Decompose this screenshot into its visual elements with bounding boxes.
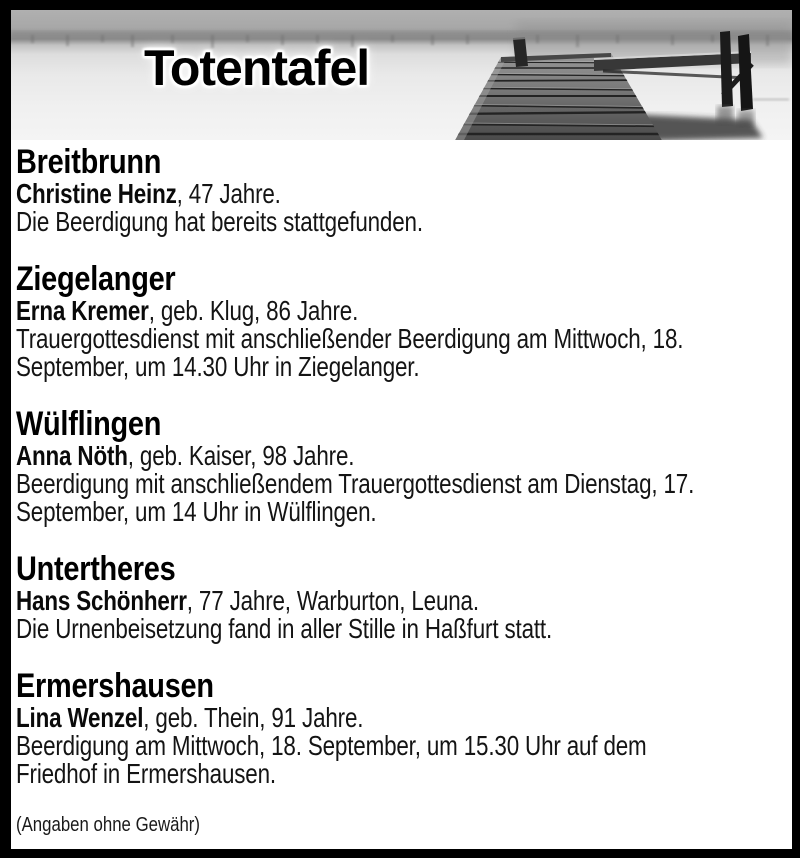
notice-line: Beerdigung am Mittwoch, 18. September, um 15.30 Uhr auf dem	[16, 730, 647, 761]
notice-line: Die Beerdigung hat bereits stattgefunden.	[16, 206, 423, 237]
deceased-line	[16, 587, 632, 615]
deceased-name: Christine Heinz	[16, 178, 177, 209]
disclaimer: (Angaben ohne Gewähr)	[16, 814, 200, 836]
obituary-entry	[16, 668, 786, 788]
obituary-entry	[16, 144, 786, 236]
notice-line: Friedhof in Ermershausen.	[16, 758, 276, 789]
notice-line: September, um 14.30 Uhr in Ziegelanger.	[16, 351, 420, 382]
deceased-name: Lina Wenzel	[16, 702, 144, 733]
page-title: Totentafel	[144, 40, 370, 96]
notice-line: September, um 14 Uhr in Wülflingen.	[16, 496, 377, 527]
deceased-line	[16, 180, 632, 208]
deceased-line	[16, 442, 632, 470]
town-heading: Ziegelanger	[16, 260, 176, 298]
town-heading: Wülflingen	[16, 405, 162, 443]
deceased-line	[16, 704, 632, 732]
deceased-details: , 77 Jahre, Warburton, Leuna.	[186, 585, 479, 616]
deceased-details: , geb. Kaiser, 98 Jahre.	[127, 440, 355, 471]
obituary-list	[11, 140, 792, 837]
notice-line: Die Urnenbeisetzung fand in aller Stille in Haßfurt statt.	[16, 613, 553, 644]
deceased-name: Anna Nöth	[16, 440, 128, 471]
deceased-details: , geb. Thein, 91 Jahre.	[143, 702, 364, 733]
header	[11, 10, 792, 140]
deceased-line	[16, 297, 632, 325]
notice-line: Trauergottesdienst mit anschließender Beerdigung am Mittwoch, 18.	[16, 323, 684, 354]
deceased-details: , 47 Jahre.	[176, 178, 281, 209]
town-heading: Untertheres	[16, 550, 176, 588]
deceased-name: Hans Schönherr	[16, 585, 187, 616]
lake-dock-photo	[11, 10, 792, 140]
town-heading: Ermershausen	[16, 667, 214, 705]
deceased-name: Erna Kremer	[16, 295, 149, 326]
obituary-entry	[16, 551, 786, 643]
obituary-entry	[16, 261, 786, 381]
notice-line: Beerdigung mit anschließendem Trauergottesdienst am Dienstag, 17.	[16, 468, 695, 499]
town-heading: Breitbrunn	[16, 143, 162, 181]
obituary-entry	[16, 406, 786, 526]
deceased-details: , geb. Klug, 86 Jahre.	[148, 295, 359, 326]
